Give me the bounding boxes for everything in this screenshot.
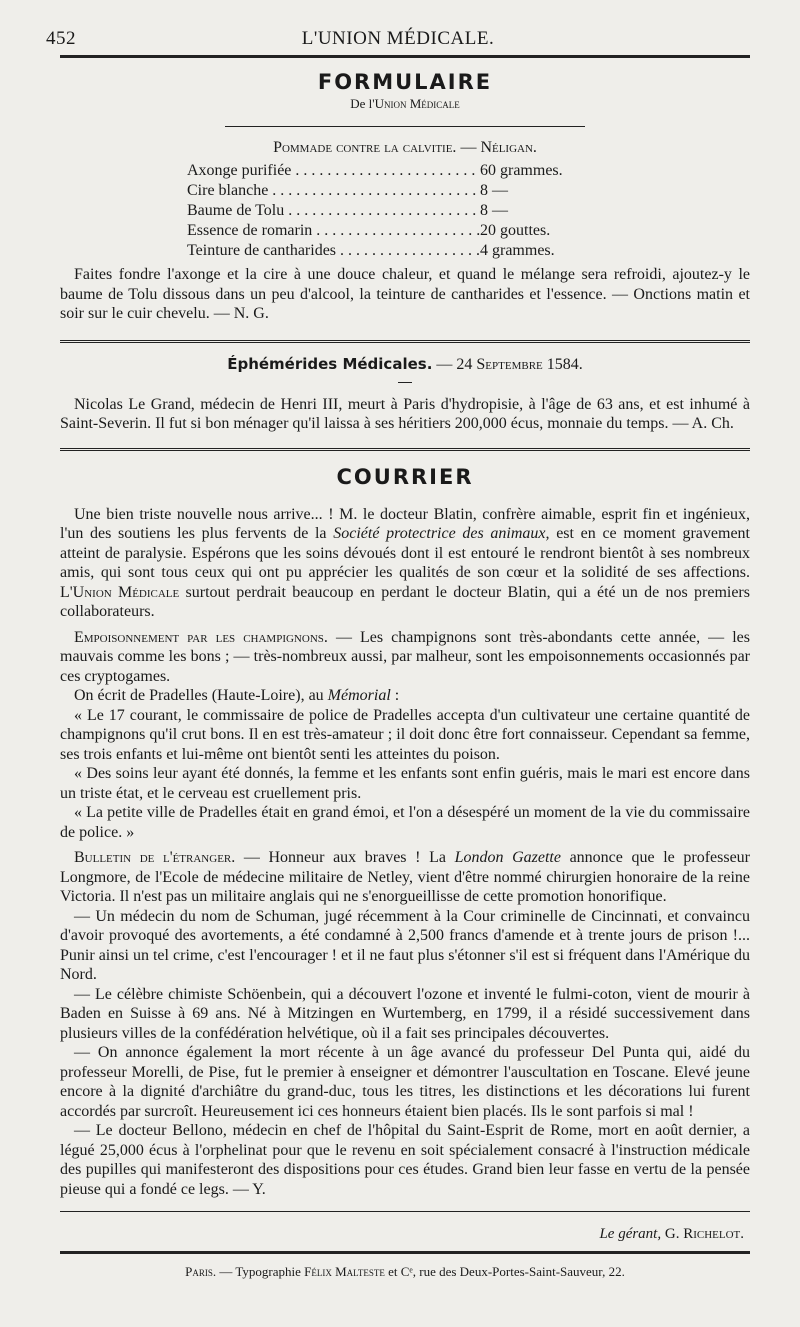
ingredient-name: Cire blanche . . .: [187, 181, 480, 201]
recipe-title: [60, 139, 750, 157]
ephemerides-heading: Éphémérides Médicales.: [227, 354, 433, 373]
courrier-paragraph: « Des soins leur ayant été donnés, la femme et les enfants sont enfin guéris, mais le mari est encore dans un triste état, et le cerveau est cruellement pris.: [60, 765, 750, 802]
recipe-name: Pommade contre la calvitie.: [273, 139, 457, 156]
printer-footer: [60, 1264, 750, 1280]
text-run: — Les champignons sont très-abondants cette année, — les mauvais comme les bons ; — très-nombreux aussi, par malheur, sont les empoisonnements occasionnés par ces cryptogames.: [60, 628, 751, 685]
courrier-paragraph: « Le 17 courant, le commissaire de police de Pradelles accepta d'un cultivateur une certaine quantité de champignons qu'il crut bons. Il en est très-amateur ; il doit donc être fort connaisseur. Cependant sa femme, ses trois enfants et lui-même ont bientôt senti les atteintes du poison.: [60, 706, 750, 763]
short-dash: [398, 382, 412, 383]
signature-name: G. Richelot.: [661, 1226, 744, 1242]
footer-printer: Félix Malteste: [304, 1264, 385, 1279]
ingredient-qty: 20 gouttes.: [480, 222, 551, 239]
courrier-section: [60, 465, 750, 1200]
ephemerides-date-prefix: — 24: [432, 355, 477, 373]
courrier-paragraph: [60, 848, 750, 907]
text-italic: London Gazette: [454, 849, 561, 866]
signature-rule: [60, 1211, 750, 1212]
text-run: — Honneur aux braves ! La: [235, 849, 455, 866]
formulaire-section: [60, 70, 750, 324]
text-run: est en ce moment gravement atteint de paralysie. Espérons que les soins dévoués dont il est entouré le rendront bientôt à ses nombreux amis, qui sont tous ceux qui ont pu apprécier les qualités de son cœur et la solidité de ses affections.: [60, 525, 750, 581]
ingredient-qty: 60 grammes.: [480, 162, 563, 179]
text-italic: Société protectrice des animaux,: [333, 525, 550, 542]
text-column: [46, 28, 751, 1280]
text-run: annonce que le professeur Longmore, de l'Ecole de médecine militaire de Netley, vient d'être nommé chirurgien honoraire de la reine Victoria. Il n'est pas un militaire anglais qui ne s'enorgueillisse de cette promotion honorifique.: [60, 849, 751, 905]
courrier-paragraph: [60, 505, 750, 622]
footer-city: Paris.: [185, 1264, 217, 1279]
courrier-paragraph: [60, 628, 750, 687]
ingredient-name: Teinture de cantharides . . .: [187, 241, 480, 261]
courrier-paragraph: — Un médecin du nom de Schuman, jugé récemment à la Cour criminelle de Cincinnati, et convaincu d'avoir provoqué des avortements, a été condamné à 2,500 francs d'amende et à trente jours de prison !... Punir ainsi un tel crime, c'est l'encourager ! et il ne faut plus s'étonner s'il est si fréquent dans l'Amérique du Nord.: [60, 907, 750, 983]
text-run: :: [390, 687, 400, 704]
text-run: — Typographie: [216, 1264, 305, 1279]
recipe-author: — Néligan.: [456, 139, 537, 156]
signature: [60, 1226, 744, 1243]
journal-title: L'UNION MÉDICALE.: [301, 28, 495, 49]
courrier-paragraph: « La petite ville de Pradelles était en grand émoi, et l'on a désespéré un moment de la vie du commissaire de police. »: [60, 804, 750, 841]
courrier-paragraph: — On annonce également la mort récente à un âge avancé du professeur Del Punta qui, aidé du professeur Morelli, de Pise, fut le premier à enseigner et démontrer l'auscultation en Toscane. Elevé jeune encore à la dignité d'archiâtre du grand-duc, tous les titres, les distinctions et les décorations lui furent accordés par surcroît. Heureusement ici ces honneurs étaient bien placés. Ils le sont parfois si mal !: [60, 1044, 750, 1120]
ingredient-row: [187, 241, 587, 261]
ingredient-row: [187, 161, 587, 181]
ephemerides-body: Nicolas Le Grand, médecin de Henri III, meurt à Paris d'hydropisie, à l'âge de 63 ans, et est inhumé à Saint-Severin. Il fut si bon ménager qu'il laissa à ses héritiers 200,000 écus, monnaie du temps. — A. Ch.: [60, 395, 750, 432]
text-run: On écrit de Pradelles (Haute-Loire), au: [74, 687, 328, 704]
subtitle-journal: Union Médicale: [374, 96, 460, 111]
page-header: [46, 28, 750, 50]
ingredient-qty: 4 grammes.: [480, 242, 555, 259]
ingredient-name: Axonge purifiée . . .: [187, 161, 480, 181]
ephemerides-title: [60, 355, 750, 374]
formulaire-subtitle: [60, 96, 750, 112]
courrier-title: COURRIER: [336, 464, 474, 489]
section-divider: [60, 448, 750, 451]
page-number: 452: [46, 28, 76, 49]
ingredient-row: [187, 181, 587, 201]
text-italic: Mémorial: [327, 687, 391, 704]
ephemerides-section: [60, 355, 750, 434]
ingredient-name: Essence de romarin . . .: [187, 221, 480, 241]
ingredient-row: [187, 221, 587, 241]
formulaire-title: FORMULAIRE: [317, 70, 493, 94]
text-run: Une bien triste nouvelle nous arrive... ! M. le docteur Blatin, confrère aimable, esprit fin et ingénieux, l'un des soutiens les plus fervents de la: [60, 505, 750, 542]
ingredient-row: [187, 201, 587, 221]
courrier-paragraph: — Le docteur Bellono, médecin en chef de l'hôpital du Saint-Esprit de Rome, mort en août dernier, a légué 25,000 écus à l'orphelinat pour que le revenu en soit spécialement consacré à l'instruction médicale des pupilles qui manifesteront des dispositions pour ces études. Grand bien leur fasse en vertu de la pensée pieuse qui a fondé ce legs. — Y.: [60, 1122, 750, 1198]
subtitle-prefix: De l': [350, 96, 375, 111]
ingredient-qty: 8 —: [480, 182, 508, 199]
text-run: et Cᵉ, rue des Deux-Portes-Saint-Sauveur, 22.: [384, 1264, 625, 1279]
section-divider: [60, 340, 750, 343]
ingredient-qty: 8 —: [480, 202, 508, 219]
formulaire-rule: [225, 126, 585, 127]
rubric-title: Empoisonnement par les champignons.: [74, 628, 328, 646]
journal-name: L'Union Médicale: [60, 583, 180, 601]
header-rule: [60, 55, 750, 58]
rubric-title: Bulletin de l'étranger.: [74, 849, 236, 866]
ephemerides-date: Septembre 1584.: [476, 355, 583, 373]
footer-rule: [60, 1251, 750, 1254]
ingredient-list: [187, 161, 587, 261]
signature-role: Le gérant,: [599, 1226, 662, 1242]
recipe-instructions: Faites fondre l'axonge et la cire à une douce chaleur, et quand le mélange sera refroidi, ajoutez-y le baume de Tolu dissous dans un peu d'alcool, la teinture de cantharides et l'essence. — Onctions matin et soir sur le cuir chevelu. — N. G.: [60, 266, 750, 322]
courrier-paragraph: [60, 686, 750, 706]
ingredient-name: Baume de Tolu . . .: [187, 201, 480, 221]
courrier-paragraph: — Le célèbre chimiste Schöenbein, qui a découvert l'ozone et inventé le fulmi-coton, vient de mourir à Baden en Suisse à 69 ans. Né à Mitzingen en Wurtemberg, en 1799, il a résidé successivement dans plusieurs villes de la confédération helvétique, où il a fait ses principales découvertes.: [60, 985, 750, 1042]
text-run: surtout perdrait beaucoup en perdant le docteur Blatin, qui a été un de nos premiers collaborateurs.: [60, 583, 750, 620]
